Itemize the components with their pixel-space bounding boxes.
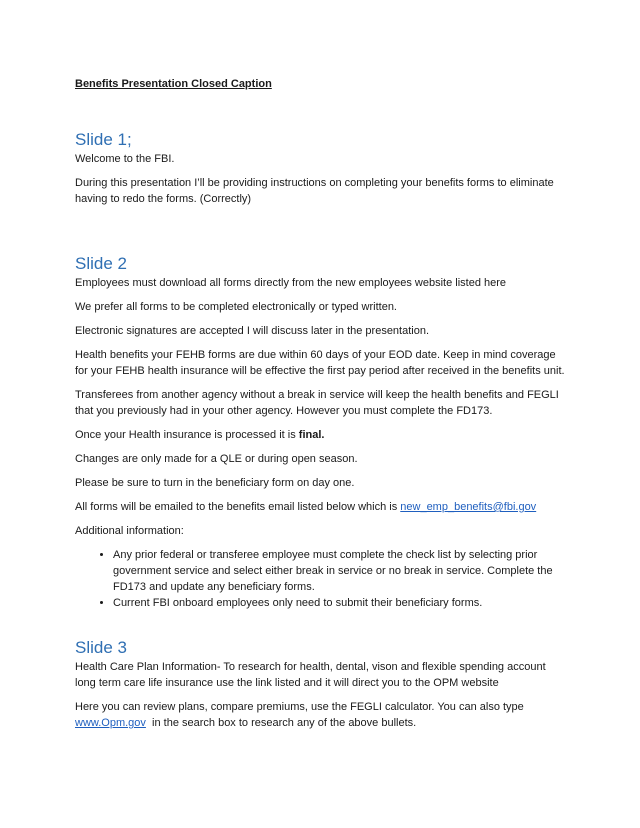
slide1-paragraph: Welcome to the FBI.: [75, 153, 175, 165]
additional-info-list: [75, 547, 567, 611]
document-title: Benefits Presentation Closed Caption: [75, 78, 272, 90]
slide3-paragraph: Health Care Plan Information- To research for health, dental, vison and flexible spending account long term care life insurance use the link listed and it will direct you to the OPM website: [75, 661, 546, 689]
slide2-paragraph: Changes are only made for a QLE or during open season.: [75, 453, 358, 465]
slide2-paragraph: We prefer all forms to be completed electronically or typed written.: [75, 301, 397, 313]
slide2-paragraph: Employees must download all forms directly from the new employees website listed here: [75, 277, 507, 289]
slide2-paragraph: [75, 427, 567, 443]
slide2-paragraph: Transferees from another agency without a break in service will keep the health benefits and FEGLI that you previously had in your other agency. However you must complete the FD173.: [75, 389, 559, 417]
bold-text: final.: [298, 429, 325, 441]
slide2-heading: Slide 2: [75, 254, 127, 273]
text-span: in the search box to research any of the above bullets.: [145, 717, 417, 729]
slide3-heading: Slide 3: [75, 638, 127, 657]
list-item: • Any prior federal or transferee employee must complete the check list by selecting prior government service and select either break in service or no break in service. Complete the FD173 and update any beneficiary forms.: [113, 547, 567, 595]
slide1-heading: Slide 1;: [75, 130, 132, 149]
slide2-paragraph: Health benefits your FEHB forms are due within 60 days of your EOD date. Keep in mind coverage for your FEHB health insurance will be effective the first pay period after received in the benefits unit.: [75, 349, 565, 377]
slide2-paragraph: Electronic signatures are accepted I will discuss later in the presentation.: [75, 325, 430, 337]
slide2-paragraph: Please be sure to turn in the beneficiary form on day one.: [75, 477, 355, 489]
text-span: Here you can review plans, compare premiums, use the FEGLI calculator. You can also type: [75, 701, 524, 713]
list-item: • Current FBI onboard employees only need to submit their beneficiary forms.: [113, 595, 567, 611]
slide2-paragraph: [75, 499, 567, 515]
slide1-paragraph: During this presentation I’ll be providing instructions on completing your benefits forms to eliminate having to redo the forms. (Correctly): [75, 177, 554, 205]
benefits-email-link[interactable]: new_emp_benefits@fbi.gov: [400, 501, 537, 513]
document-body: [75, 76, 567, 731]
text-span: Once your Health insurance is processed it is: [75, 429, 299, 441]
text-span: All forms will be emailed to the benefits email listed below which is: [75, 501, 401, 513]
slide3-paragraph: [75, 699, 567, 731]
slide2-paragraph: Additional information:: [75, 525, 184, 537]
opm-website-link[interactable]: www.Opm.gov: [75, 717, 146, 729]
